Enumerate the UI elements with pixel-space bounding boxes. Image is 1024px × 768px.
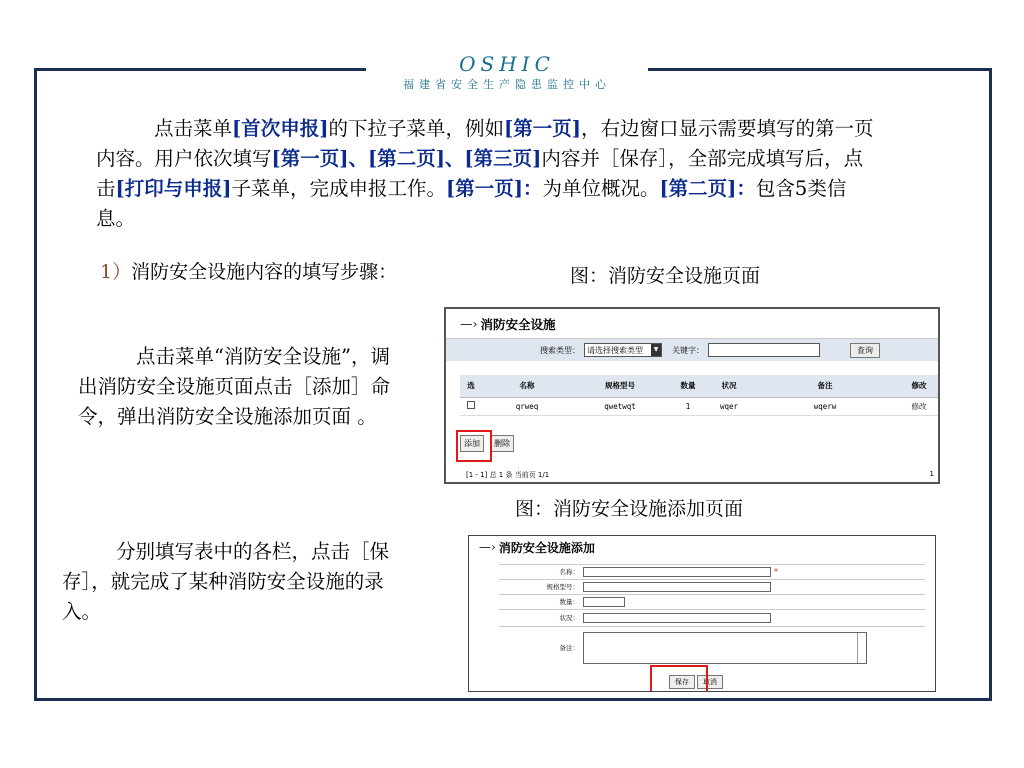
cell-qty: 1 bbox=[668, 397, 708, 415]
label-model: 规格型号： bbox=[546, 583, 579, 591]
arrow-icon: —› bbox=[460, 316, 478, 331]
intro-text: 包含5类信息。 bbox=[96, 177, 847, 230]
col-qty: 数量 bbox=[668, 375, 708, 397]
note-textarea[interactable] bbox=[583, 632, 867, 664]
add-header bbox=[469, 536, 935, 558]
name-input[interactable] bbox=[583, 567, 771, 577]
model-input[interactable] bbox=[583, 582, 771, 592]
save-button[interactable]: 保存 bbox=[669, 675, 695, 689]
row-checkbox[interactable] bbox=[467, 401, 475, 409]
menu-first-report: [首次申报] bbox=[232, 117, 329, 140]
brand-header bbox=[366, 52, 648, 94]
intro-text: 为单位概况。 bbox=[542, 177, 660, 200]
add-button[interactable]: 添加 bbox=[460, 435, 484, 452]
edit-link[interactable]: 修改 bbox=[900, 397, 938, 415]
chevron-down-icon[interactable]: ▼ bbox=[651, 344, 661, 356]
cell-note: wqerw bbox=[750, 397, 900, 415]
list-header bbox=[446, 309, 938, 339]
col-edit: 修改 bbox=[900, 375, 938, 397]
intro-paragraph bbox=[96, 114, 876, 234]
add-screenshot bbox=[468, 535, 936, 692]
intro-text: 子菜单，完成申报工作。 bbox=[231, 177, 446, 200]
menu-print-submit: [打印与申报] bbox=[115, 177, 232, 200]
side-text-add bbox=[62, 537, 396, 627]
list-screenshot bbox=[444, 307, 940, 484]
menu-page-one: [第一页] bbox=[503, 117, 581, 140]
brand-title: OSHIC bbox=[459, 52, 555, 76]
form-row-name bbox=[499, 564, 925, 578]
delete-button[interactable]: 删除 bbox=[490, 435, 514, 452]
side-text-add-body: 分别填写表中的各栏，点击［保存］，就完成了某种消防安全设施的录入。 bbox=[62, 540, 390, 623]
col-select: 选 bbox=[460, 375, 482, 397]
label-name: 名称： bbox=[559, 568, 579, 576]
keyword-input[interactable] bbox=[708, 343, 820, 357]
step-number: 1） bbox=[100, 261, 132, 283]
caption-list-page: 图：消防安全设施页面 bbox=[570, 265, 761, 287]
col-name: 名称 bbox=[482, 375, 572, 397]
status-input[interactable] bbox=[583, 613, 771, 623]
page-number[interactable]: 1 bbox=[929, 470, 934, 478]
menu-pages: [第一页]、[第二页]、[第三页] bbox=[271, 147, 542, 170]
label-status: 状况： bbox=[559, 614, 579, 622]
cell-name: qrweq bbox=[482, 397, 572, 415]
intro-text: 的下拉子菜单，例如 bbox=[328, 117, 504, 140]
query-button[interactable]: 查询 bbox=[850, 343, 880, 358]
pagination bbox=[466, 470, 934, 480]
intro-text: ，右边窗口显示需要填写的第一页内容。用户依次填写 bbox=[96, 117, 874, 170]
form-row-status bbox=[499, 609, 925, 625]
search-type-select[interactable] bbox=[584, 343, 662, 357]
form-row-note bbox=[499, 626, 925, 668]
col-status: 状况 bbox=[708, 375, 750, 397]
pagination-info: [1 - 1] 总 1 条 当前页 1/1 bbox=[466, 471, 550, 479]
search-bar bbox=[446, 339, 938, 361]
keyword-label: 关键字： bbox=[672, 345, 704, 355]
side-text-list-body: 点击菜单“消防安全设施”，调出消防安全设施页面点击［添加］命令，弹出消防安全设施添加页面 。 bbox=[78, 345, 391, 428]
step-heading bbox=[100, 258, 397, 286]
label-qty: 数量： bbox=[559, 598, 579, 606]
col-note: 备注 bbox=[750, 375, 900, 397]
scrollbar[interactable] bbox=[857, 633, 866, 663]
highlight-save bbox=[650, 665, 708, 692]
arrow-icon: —› bbox=[479, 540, 496, 554]
menu-page-two-desc: [第二页]： bbox=[659, 177, 756, 200]
qty-input[interactable] bbox=[583, 597, 625, 607]
facility-table bbox=[460, 375, 938, 416]
intro-text: 内容并［保存］，全部完成填写后，点击 bbox=[96, 147, 864, 200]
form-row-model bbox=[499, 579, 925, 593]
label-note: 备注： bbox=[559, 644, 579, 652]
search-type-label: 搜索类型： bbox=[540, 345, 580, 355]
list-title: 消防安全设施 bbox=[480, 316, 556, 332]
form-row-qty bbox=[499, 594, 925, 608]
add-title: 消防安全设施添加 bbox=[498, 540, 595, 555]
highlight-add bbox=[456, 430, 492, 462]
intro-text: 点击菜单 bbox=[154, 117, 233, 140]
table-header-row bbox=[460, 375, 938, 397]
side-text-list bbox=[78, 342, 396, 432]
table-row bbox=[460, 397, 938, 415]
col-model: 规格型号 bbox=[572, 375, 668, 397]
required-mark: * bbox=[774, 567, 778, 576]
cell-status: wqer bbox=[708, 397, 750, 415]
brand-subtitle: 福建省安全生产隐患监控中心 bbox=[403, 78, 611, 91]
row-checkbox-cell bbox=[460, 397, 482, 415]
cancel-button[interactable]: 取消 bbox=[697, 675, 723, 689]
cell-model: qwetwqt bbox=[572, 397, 668, 415]
menu-page-one-desc: [第一页]： bbox=[445, 177, 543, 200]
search-type-value: 请选择搜索类型 bbox=[587, 345, 643, 355]
step-text: 消防安全设施内容的填写步骤： bbox=[131, 261, 398, 283]
caption-add-page: 图：消防安全设施添加页面 bbox=[515, 498, 744, 520]
